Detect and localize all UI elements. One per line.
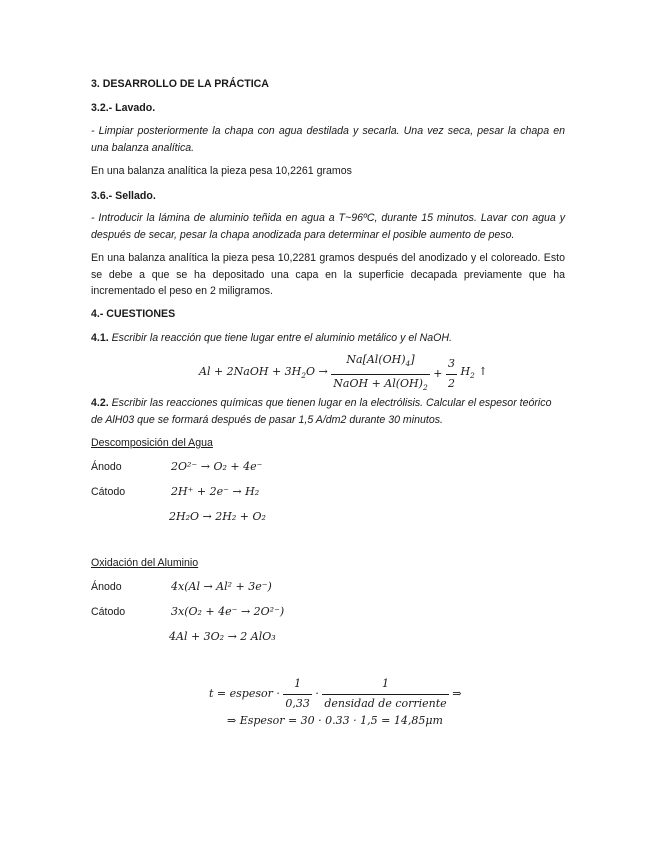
time-eq-fraction-1 bbox=[283, 676, 312, 712]
gas-arrow-icon: ↑ bbox=[478, 364, 488, 378]
eq1-h2-sub: 2 bbox=[470, 371, 475, 381]
water-anode-equation: 2O²⁻ → O₂ + 4e⁻ bbox=[171, 460, 263, 473]
question-4-2 bbox=[91, 395, 567, 428]
eq1-numerator: Na[Al(OH) bbox=[346, 353, 406, 366]
eq1-den-sub: 2 bbox=[422, 382, 428, 392]
aluminium-cathode-label: Cátodo bbox=[91, 606, 126, 618]
time-frac2-num: 1 bbox=[322, 676, 448, 695]
section-3-2-result: En una balanza analítica la pieza pesa 10,2261 gramos bbox=[91, 165, 352, 177]
water-anode-label: Ánodo bbox=[91, 461, 122, 473]
implies-arrow-icon: ⇒ bbox=[452, 686, 462, 700]
time-eq-dot: · bbox=[315, 686, 323, 700]
section-3-6-result: En una balanza analítica la pieza pesa 10,2281 gramos después del anodizado y el coloreado. Esto se debe a que se ha depositado una capa en la superficie decapada previamente que ha incrementado el peso en 2 miligramos. bbox=[91, 252, 565, 297]
section-3-title: 3. DESARROLLO DE LA PRÁCTICA bbox=[91, 78, 269, 90]
time-equation bbox=[209, 676, 461, 712]
thickness-equation: ⇒ Espesor = 30 · 0.33 · 1,5 = 14,85μm bbox=[227, 714, 443, 727]
time-frac1-num: 1 bbox=[283, 676, 312, 695]
section-4-title: 4.- CUESTIONES bbox=[91, 308, 176, 320]
eq1-lhs: Al + 2NaOH + 3H bbox=[199, 364, 302, 378]
question-4-1-number: 4.1. bbox=[91, 332, 109, 344]
question-4-1 bbox=[91, 330, 565, 347]
section-3-6-title: 3.6.- Sellado. bbox=[91, 190, 156, 202]
time-frac1-den: 0,33 bbox=[285, 696, 310, 710]
section-3-2-instruction: - Limpiar posteriormente la chapa con agua destilada y secarla. Una vez seca, pesar la chapa en una balanza analítica. bbox=[91, 125, 565, 154]
question-4-1-text: Escribir la reacción que tiene lugar entre el aluminio metálico y el NaOH. bbox=[108, 332, 452, 344]
aluminium-anode-equation: 4x(Al → Al² + 3e⁻) bbox=[171, 580, 272, 593]
eq1-fraction bbox=[331, 352, 429, 396]
eq1-lhs-end: O → bbox=[306, 364, 332, 378]
eq1-denominator: NaOH + Al(OH) bbox=[333, 376, 423, 390]
time-frac2-den: densidad de corriente bbox=[324, 696, 447, 710]
water-cathode-equation: 2H⁺ + 2e⁻ → H₂ bbox=[171, 485, 260, 498]
eq1-half-num: 3 bbox=[446, 356, 457, 375]
question-4-2-text: Escribir las reacciones químicas que tienen lugar en la electrólisis. Calcular el espesor teórico de AlH03 que se formará después de pasar 1,5 A/dm2 durante 30 minutos. bbox=[91, 397, 552, 426]
question-4-2-number: 4.2. bbox=[91, 397, 109, 409]
aluminium-total-equation: 4Al + 3O₂ → 2 AlO₃ bbox=[169, 630, 276, 643]
water-cathode-label: Cátodo bbox=[91, 486, 126, 498]
water-total-equation: 2H₂O → 2H₂ + O₂ bbox=[169, 510, 266, 523]
eq1-numerator-end: ] bbox=[410, 353, 415, 366]
eq1-num-sub: 4 bbox=[405, 359, 411, 369]
eq1-h2: H bbox=[460, 364, 471, 378]
eq1-half bbox=[446, 356, 457, 392]
eq1-sub: 2 bbox=[301, 371, 307, 381]
aluminium-cathode-equation: 3x(O₂ + 4e⁻ → 2O²⁻) bbox=[171, 605, 285, 618]
eq1-half-den: 2 bbox=[447, 376, 455, 390]
aluminium-oxidation-heading: Oxidación del Aluminio bbox=[91, 557, 199, 569]
section-3-6-instruction: - Introducir la lámina de aluminio teñida en agua a T~96ºC, durante 15 minutos. Lavar con agua y después de secar, pesar la chapa anodizada para determinar el posible aumento de peso. bbox=[91, 212, 565, 241]
equation-al-naoh bbox=[199, 352, 488, 396]
time-eq-lhs: t = espesor · bbox=[209, 686, 284, 700]
time-eq-fraction-2 bbox=[322, 676, 448, 712]
water-decomposition-heading: Descomposición del Agua bbox=[91, 437, 213, 449]
section-3-2-title: 3.2.- Lavado. bbox=[91, 102, 156, 114]
aluminium-anode-label: Ánodo bbox=[91, 581, 122, 593]
eq1-plus: + bbox=[433, 366, 443, 380]
